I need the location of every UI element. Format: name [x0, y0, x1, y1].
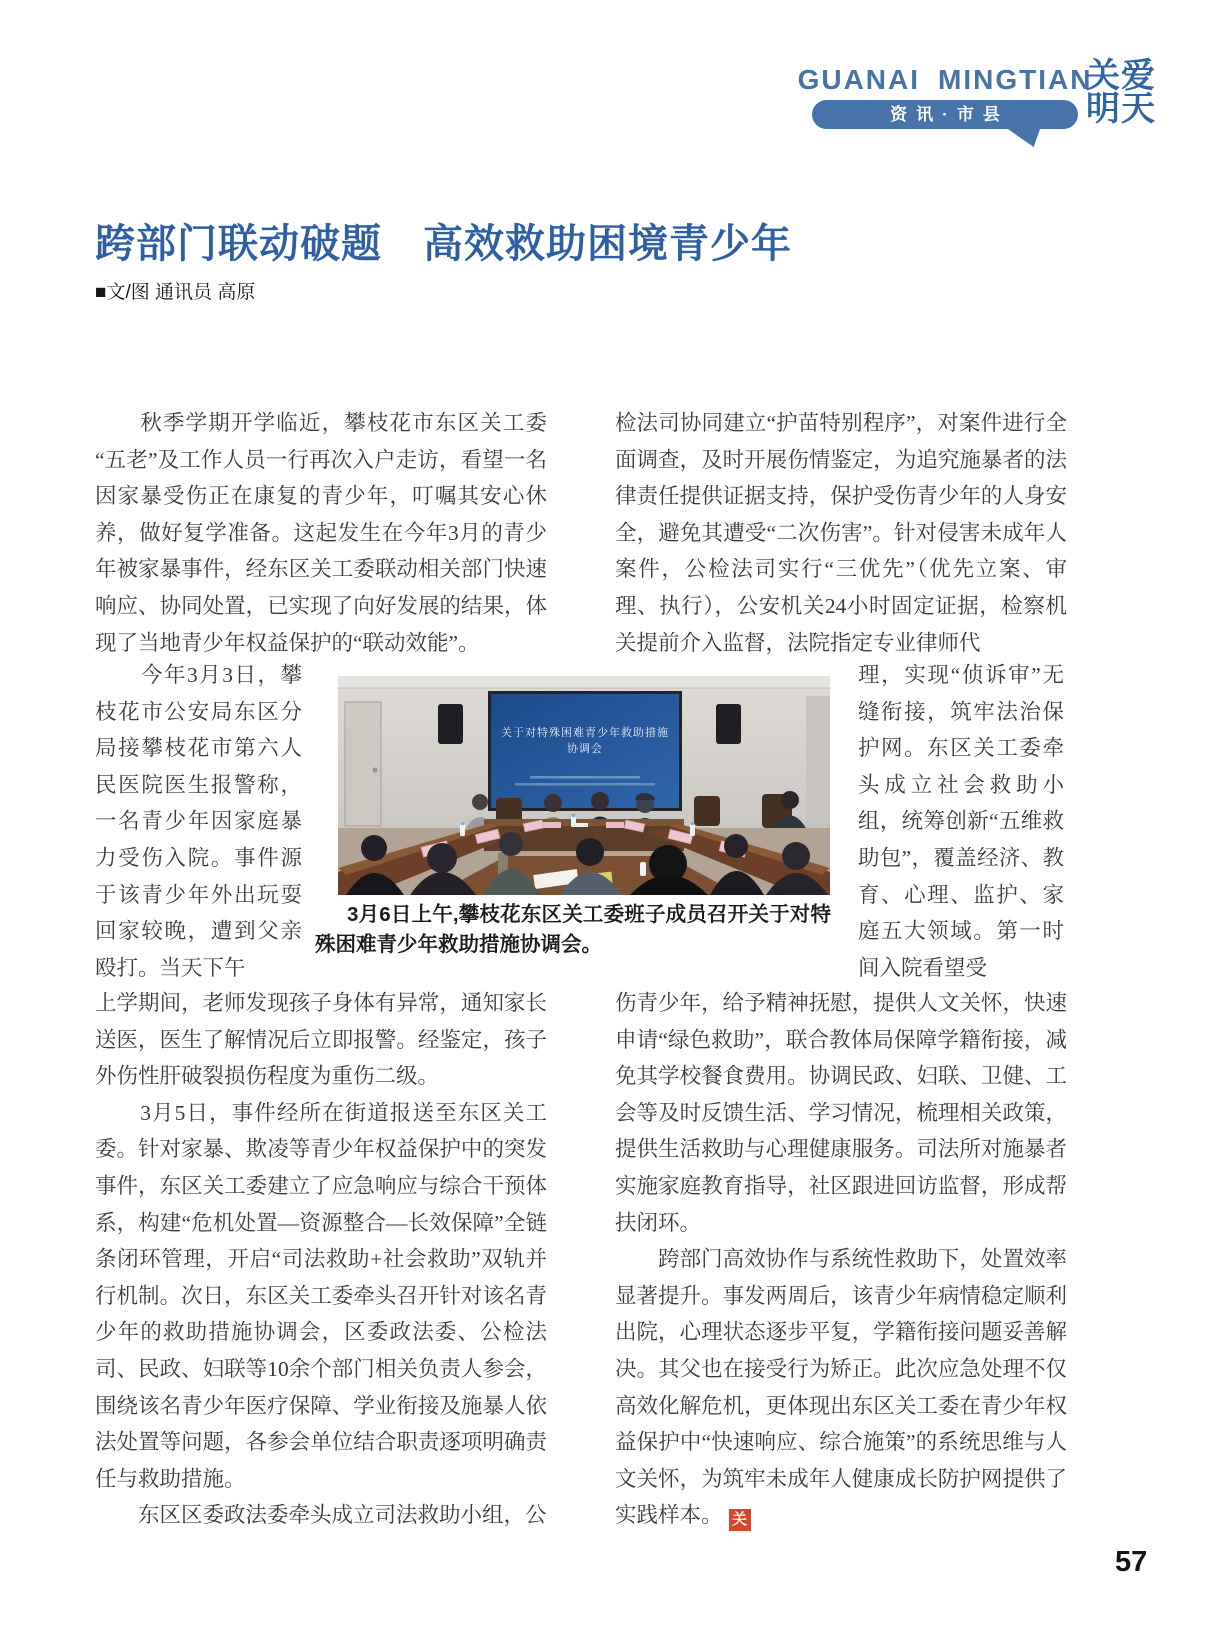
article-paragraph: 东区区委政法委牵头成立司法救助小组，公 — [95, 1503, 547, 1528]
article-paragraph: 理，实现“侦诉审”无缝衔接，筑牢法治保护网。东区关工委牵头成立社会救助小组，统筹创新“五维救助包”，覆盖经济、教育、心理、监护、家庭五大领域。第一时间入院看望受 — [858, 663, 1064, 980]
article-end-mark: 关 — [729, 1509, 751, 1531]
room-wall-right — [806, 696, 830, 828]
logo-line-1: 关爱 — [1086, 57, 1156, 95]
article-byline: ■文/图 通讯员 高原 — [95, 282, 256, 303]
brand-guanai: GUANAI — [797, 64, 921, 95]
article-title: 跨部门联动破题 高效救助困境青少年 — [95, 221, 792, 266]
wall-speaker-right — [716, 704, 741, 744]
room-ceiling — [338, 676, 830, 688]
brand-row — [797, 64, 1093, 96]
article-paragraph: 检法司协同建立“护苗特别程序”，对案件进行全面调查，及时开展伤情鉴定，为追究施暴者的法律责任提供证据支持，保护受伤青少年的人身安全，避免其遭受“二次伤害”。针对侵害未成年人案件，公检法司实行“三优先”（优先立案、审理、执行），公安机关24小时固定证据，检察机关提前介入监督，法院指定专业律师代 — [615, 411, 1067, 655]
room-door-left — [345, 702, 381, 826]
article-paragraph: 上学期间，老师发现孩子身体有异常，通知家长送医，医生了解情况后立即报警。经鉴定，孩子外伤性肝破裂损伤程度为重伤二级。 — [95, 991, 547, 1089]
article-paragraph: 伤青少年，给予精神抚慰，提供人文关怀，快速申请“绿色救助”，联合教体局保障学籍衔接，减免其学校餐食费用。协调民政、妇联、卫健、工会等及时反馈生活、学习情况，梳理相关政策，提供生活救助与心理健康服务。司法所对施暴者实施家庭教育指导，社区跟进回访监督，形成帮扶闭环。 — [615, 991, 1067, 1235]
wall-speaker-left — [438, 704, 463, 744]
left-column-bottom — [95, 985, 547, 1534]
article-paragraph: 秋季学期开学临近，攀枝花市东区关工委“五老”及工作人员一行再次入户走访，看望一名因家暴受伤正在康复的青少年，叮嘱其安心休养，做好复学准备。这起发生在今年3月的青少年被家暴事件，经东区关工委联动相关部门快速响应、协同处置，已实现了向好发展的结果，体现了当地青少年权益保护的“联动效能”。 — [95, 411, 547, 655]
right-column-bottom — [615, 985, 1067, 1534]
article-paragraph: 3月5日，事件经所在街道报送至东区关工委。针对家暴、欺凌等青少年权益保护中的突发事件，东区关工委建立了应急响应与综合干预体系，构建“危机处置—资源整合—长效保障”全链条闭环管理，开启“司法救助+社会救助”双轨并行机制。次日，东区关工委牵头召开针对该名青少年的救助措施协调会，区委政法委、公检法司、民政、妇联等10余个部门相关负责人参会，围绕该名青少年医疗保障、学业衔接及施暴人依法处置等问题，各参会单位结合职责逐项明确责任与救助措施。 — [95, 1100, 547, 1491]
right-column-narrow — [858, 657, 1064, 986]
screen-subtext-bar — [530, 776, 640, 779]
page-number: 57 — [1115, 1546, 1148, 1578]
brand-mingtian: MINGTIAN — [938, 64, 1093, 95]
projection-screen — [488, 691, 682, 811]
article-paragraph — [615, 1241, 1067, 1534]
name-card — [606, 822, 624, 828]
article-paragraph-text: 跨部门高效协作与系统性救助下，处置效率显著提升。事发两周后，该青少年病情稳定顺利出院，心理状态逐步平复，学籍衔接问题妥善解决。其父也在接受行为矫正。此次应急处理不仅高效化解危机，更体现出东区关工委在青少年权益保护中“快速响应、综合施策”的系统思维与人文关怀，为筑牢未成年人健康成长防护网提供了实践样本。 — [615, 1247, 1067, 1528]
guanai-mingtian-logo — [1086, 57, 1156, 128]
meeting-room-illustration — [338, 676, 830, 895]
meeting-photo — [338, 676, 830, 895]
logo-line-2: 明天 — [1086, 90, 1156, 128]
section-tagline-pill — [812, 100, 1078, 129]
screen-subtext-bar — [515, 783, 655, 786]
left-column-narrow — [95, 657, 302, 986]
article-paragraph: 今年3月3日，攀枝花市公安局东区分局接攀枝花市第六人民医院医生报警称，一名青少年因家庭暴力受伤入院。事件源于该青少年外出玩耍回家较晚，遭到父亲殴打。当天下午 — [95, 663, 302, 980]
right-column-top — [615, 405, 1067, 661]
section-tagline: 资讯·市县 — [890, 105, 1009, 124]
left-column-top — [95, 405, 547, 661]
screen-title-line1: 关于对特殊困难青少年救助措施 — [501, 727, 669, 739]
photo-caption: 3月6日上午,攀枝花东区关工委班子成员召开关于对特殊困难青少年救助措施协调会。 — [315, 903, 831, 956]
name-card — [543, 822, 561, 828]
screen-title-line2: 协调会 — [567, 743, 603, 755]
